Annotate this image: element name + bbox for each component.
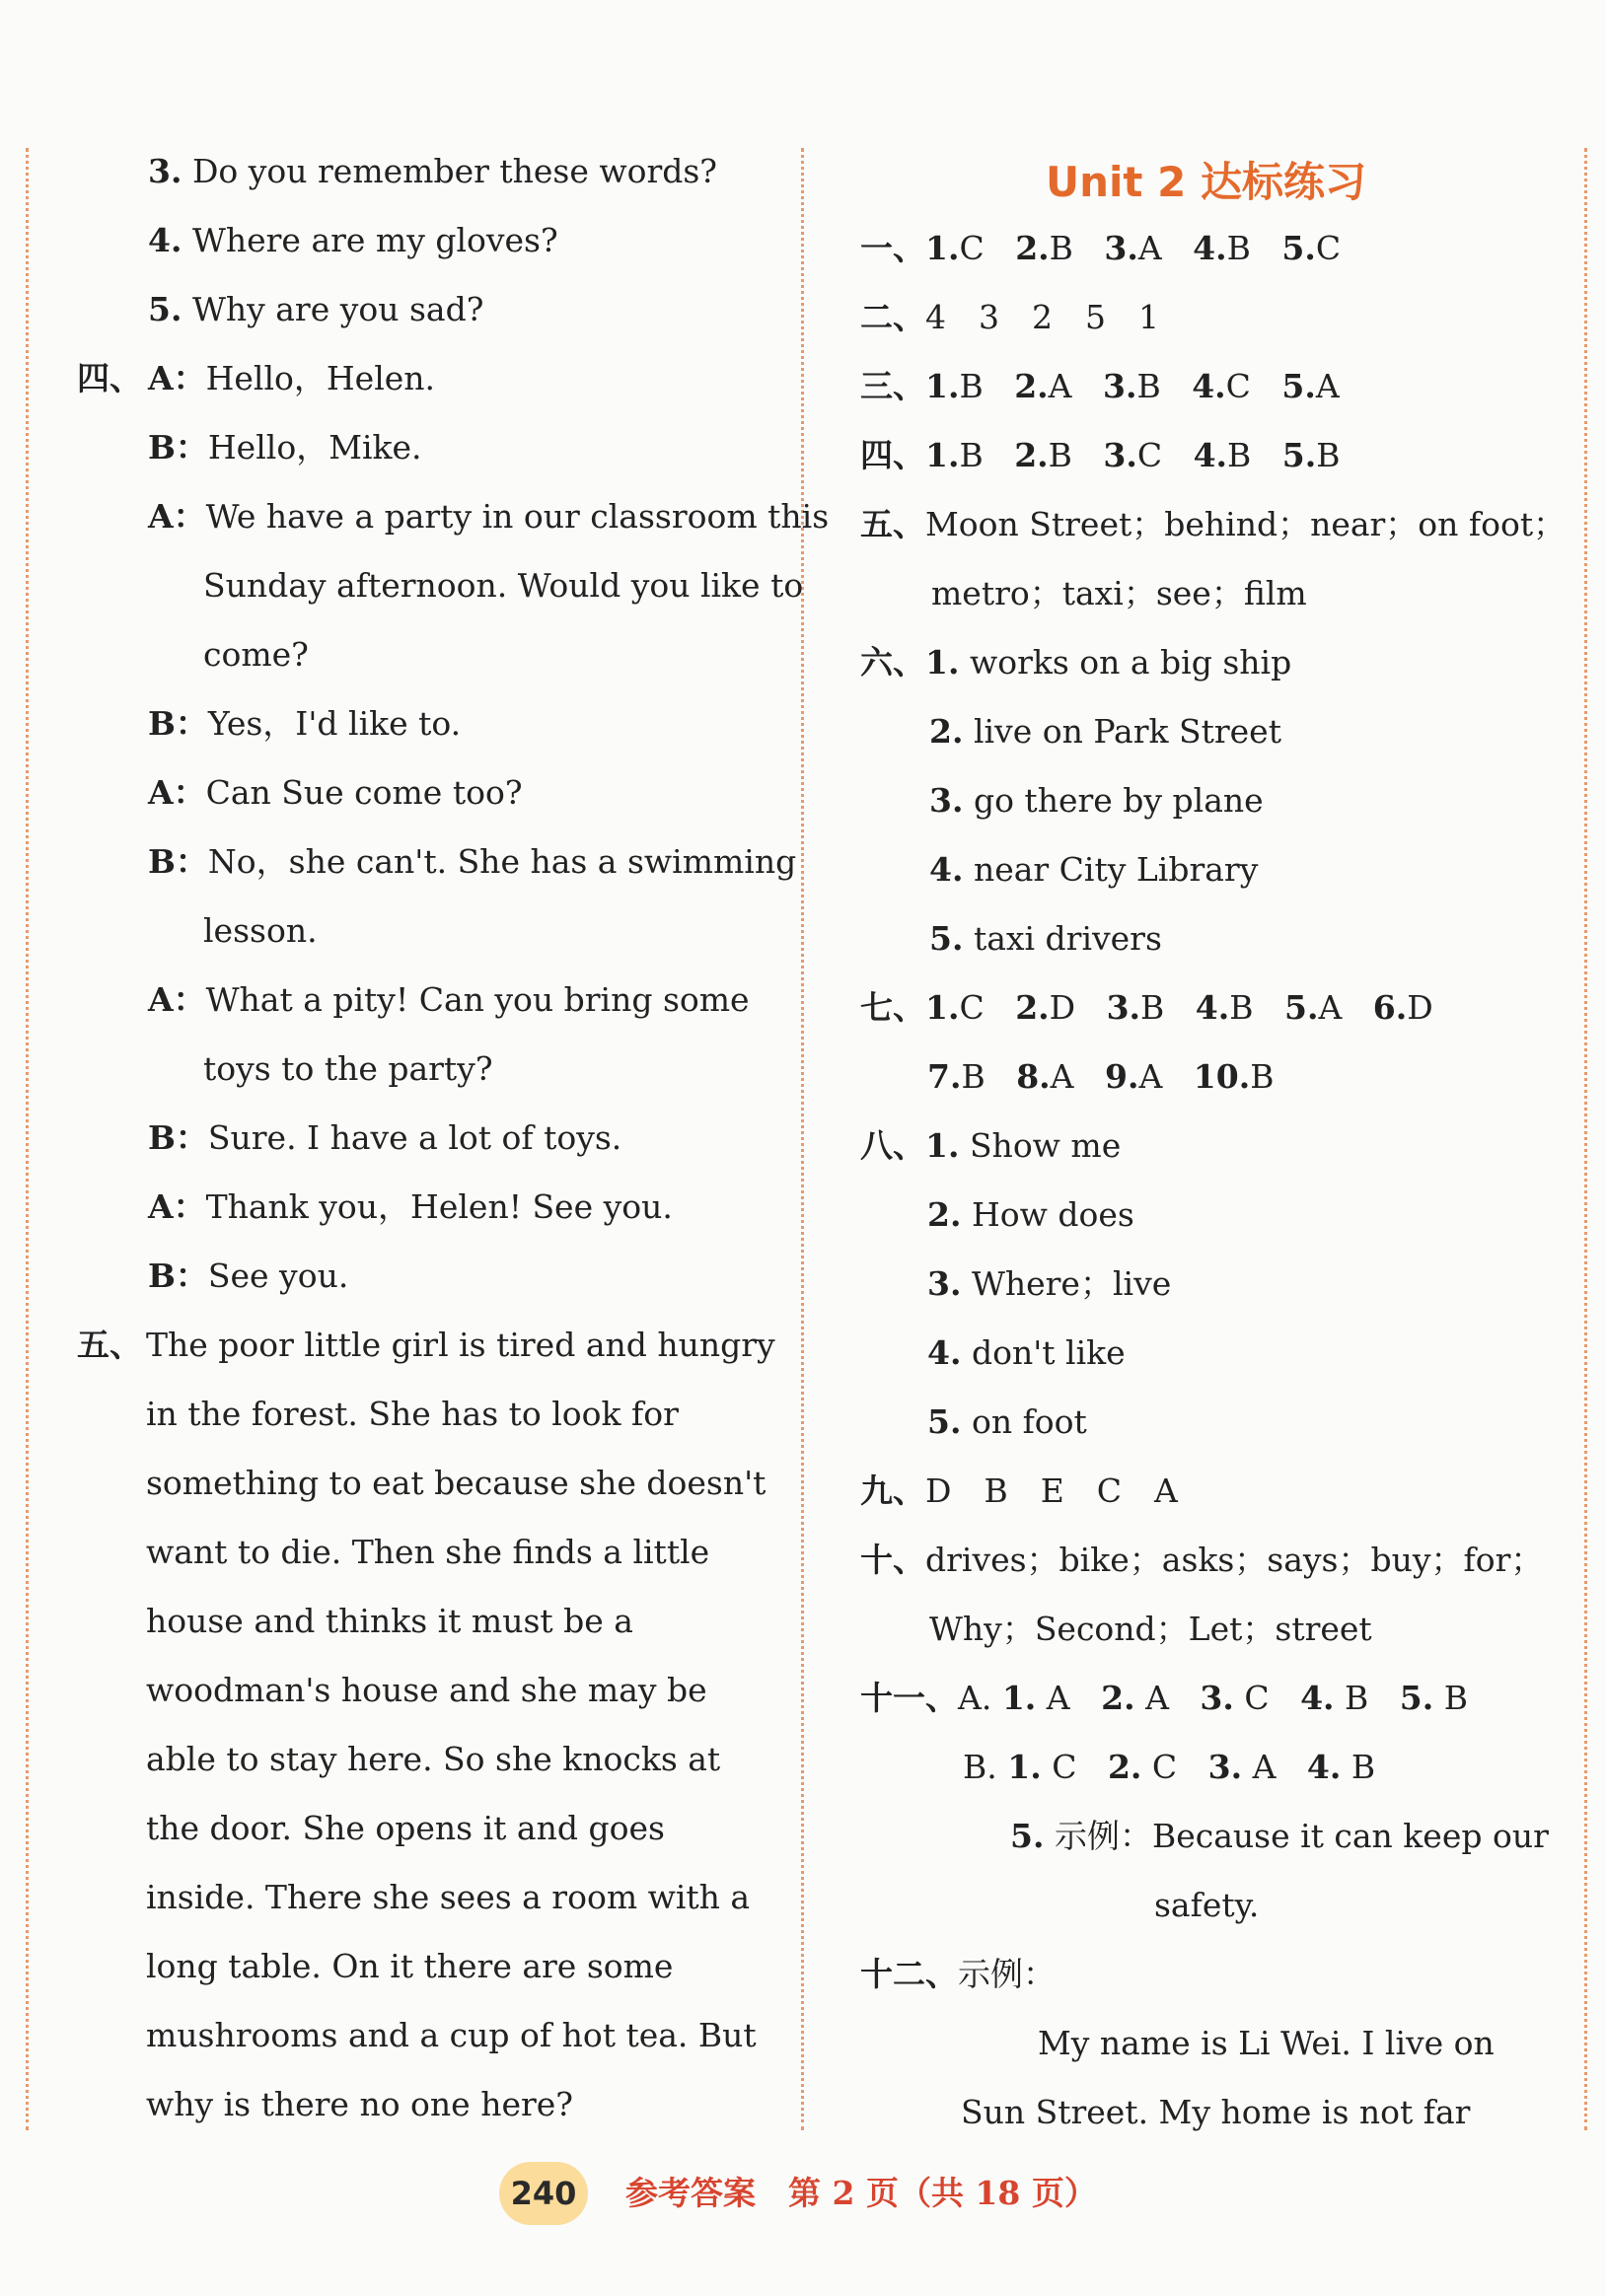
passage-line: in the forest. She has to look for: [146, 1395, 679, 1433]
passage-line: want to die. Then she finds a little: [146, 1533, 710, 1571]
list-item: 3. Where；live: [927, 1264, 1172, 1303]
passage-line: woodman's house and she may be: [146, 1671, 707, 1709]
section-10: 十、drives；bike；asks；says；buy；for；: [860, 1541, 1544, 1579]
section-5: 五、Moon Street；behind；near；on foot；: [860, 505, 1567, 543]
list-item: 4. don't like: [927, 1333, 1126, 1372]
section-11-q5: 5. 示例：Because it can keep our: [1010, 1817, 1549, 1855]
section-3: 三、1.B 2.A 3.B 4.C 5.A: [860, 367, 1340, 405]
section-5-continuation: metro；taxi；see；film: [931, 574, 1307, 612]
passage-line: why is there no one here?: [146, 2085, 573, 2123]
dialogue-continuation: come?: [203, 635, 309, 674]
dialogue-line: B：Hello，Mike.: [148, 428, 422, 466]
list-item: 3. Do you remember these words?: [148, 152, 717, 190]
list-item: 5. taxi drivers: [929, 919, 1162, 958]
left-margin-divider: [26, 148, 29, 2130]
dialogue-continuation: toys to the party?: [203, 1049, 493, 1088]
list-item: 2. live on Park Street: [929, 712, 1281, 751]
section-2: 二、4 3 2 5 1: [860, 298, 1159, 336]
section-12-line: Sun Street. My home is not far: [961, 2093, 1471, 2131]
right-margin-divider: [1584, 148, 1587, 2130]
section-4-label: 四、: [77, 359, 142, 397]
section-5-label: 五、: [77, 1326, 142, 1364]
section-11-q5-continuation: safety.: [1154, 1886, 1260, 1924]
dialogue-line: B：Sure. I have a lot of toys.: [148, 1118, 622, 1157]
section-10-continuation: Why；Second；Let；street: [929, 1610, 1372, 1648]
section-4: 四、1.B 2.B 3.C 4.B 5.B: [860, 436, 1341, 474]
dialogue-line: B：No，she can't. She has a swimming: [148, 842, 797, 881]
section-11: 十一、A. 1. A 2. A 3. C 4. B 5. B: [860, 1679, 1468, 1717]
center-divider: [801, 148, 804, 2130]
dialogue-line: A：Thank you，Helen! See you.: [148, 1187, 673, 1226]
section-7-row-2: 7.B 8.A 9.A 10.B: [927, 1057, 1275, 1096]
dialogue-line: A：What a pity! Can you bring some: [148, 980, 750, 1019]
section-11-part-b: B. 1. C 2. C 3. A 4. B: [963, 1748, 1376, 1786]
page-number-badge: 240: [499, 2162, 588, 2225]
dialogue-line: B：Yes，I'd like to.: [148, 704, 462, 743]
passage-line: the door. She opens it and goes: [146, 1809, 665, 1847]
passage-line: The poor little girl is tired and hungry: [146, 1326, 775, 1364]
footer-caption: 参考答案 第 2 页（共 18 页）: [625, 2174, 1097, 2212]
list-item: 4. near City Library: [929, 850, 1259, 889]
dialogue-line: A：Can Sue come too?: [148, 773, 523, 812]
dialogue-continuation: lesson.: [203, 911, 318, 950]
section-6: 六、1. works on a big ship: [860, 643, 1292, 682]
list-item: 3. go there by plane: [929, 781, 1264, 820]
passage-line: mushrooms and a cup of hot tea. But: [146, 2016, 757, 2054]
page-footer: [0, 2162, 1606, 2225]
dialogue-line: A：We have a party in our classroom this: [148, 497, 830, 536]
section-12: 十二、示例：: [860, 1955, 1056, 1993]
passage-line: inside. There she sees a room with a: [146, 1878, 751, 1916]
dialogue-line: B：See you.: [148, 1256, 349, 1295]
passage-line: something to eat because she doesn't: [146, 1464, 766, 1502]
dialogue-line: A：Hello，Helen.: [148, 359, 436, 397]
list-item: 2. How does: [927, 1195, 1134, 1234]
unit-title: Unit 2 达标练习: [1046, 158, 1366, 206]
section-7: 七、1.C 2.D 3.B 4.B 5.A 6.D: [860, 988, 1433, 1027]
dialogue-continuation: Sunday afternoon. Would you like to: [203, 566, 804, 605]
passage-line: able to stay here. So she knocks at: [146, 1740, 721, 1778]
section-9: 九、D B E C A: [860, 1471, 1178, 1510]
list-item: 5. on foot: [927, 1402, 1087, 1441]
section-1: 一、1.C 2.B 3.A 4.B 5.C: [860, 229, 1342, 267]
list-item: 5. Why are you sad?: [148, 290, 484, 328]
passage-line: house and thinks it must be a: [146, 1602, 633, 1640]
section-8: 八、1. Show me: [860, 1126, 1122, 1165]
list-item: 4. Where are my gloves?: [148, 221, 558, 259]
section-12-line: My name is Li Wei. I live on: [1038, 2024, 1495, 2062]
passage-line: long table. On it there are some: [146, 1947, 674, 1985]
